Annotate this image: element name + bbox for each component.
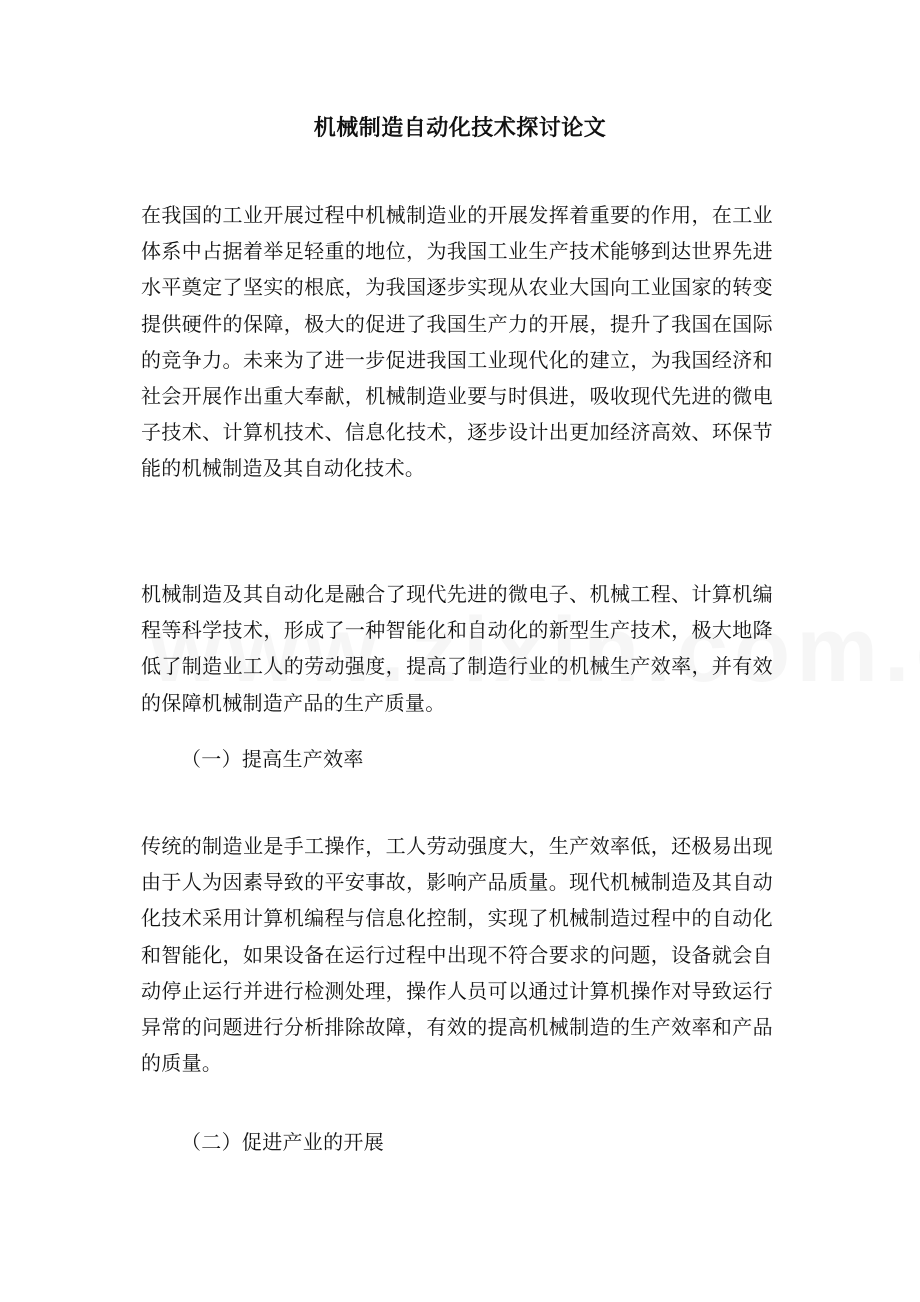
paragraph-efficiency: 传统的制造业是手工操作，工人劳动强度大，生产效率低，还极易出现由于人为因素导致的平安事故，影响产品质量。现代机械制造及其自动化技术采用计算机编程与信息化控制，实现了机械制造过程中的自动化和智能化，如果设备在运行过程中出现不符合要求的问题，设备就会自动停止运行并进行检测处理，操作人员可以通过计算机操作对导致运行异常的问题进行分析排除故障，有效的提高机械制造的生产效率和产品的质量。 (141, 834, 773, 1076)
paragraph-definition: 机械制造及其自动化是融合了现代先进的微电子、机械工程、计算机编程等科学技术，形成了一种智能化和自动化的新型生产技术，极大地降低了制造业工人的劳动强度，提高了制造行业的机械生产效率，并有效的保障机械制造产品的生产质量。 (141, 582, 773, 715)
section-heading-efficiency: （一）提高生产效率 (181, 747, 364, 771)
section-heading-industry: （二）促进产业的开展 (181, 1130, 384, 1154)
paragraph-intro: 在我国的工业开展过程中机械制造业的开展发挥着重要的作用，在工业体系中占据着举足轻重的地位，为我国工业生产技术能够到达世界先进水平奠定了坚实的根底，为我国逐步实现从农业大国向工业国家的转变提供硬件的保障，极大的促进了我国生产力的开展，提升了我国在国际的竞争力。未来为了进一步促进我国工业现代化的建立，为我国经济和社会开展作出重大奉献，机械制造业要与时俱进，吸收现代先进的微电子技术、计算机技术、信息化技术，逐步设计出更加经济高效、环保节能的机械制造及其自动化技术。 (141, 203, 773, 481)
document-title: 机械制造自动化技术探讨论文 (313, 115, 607, 141)
